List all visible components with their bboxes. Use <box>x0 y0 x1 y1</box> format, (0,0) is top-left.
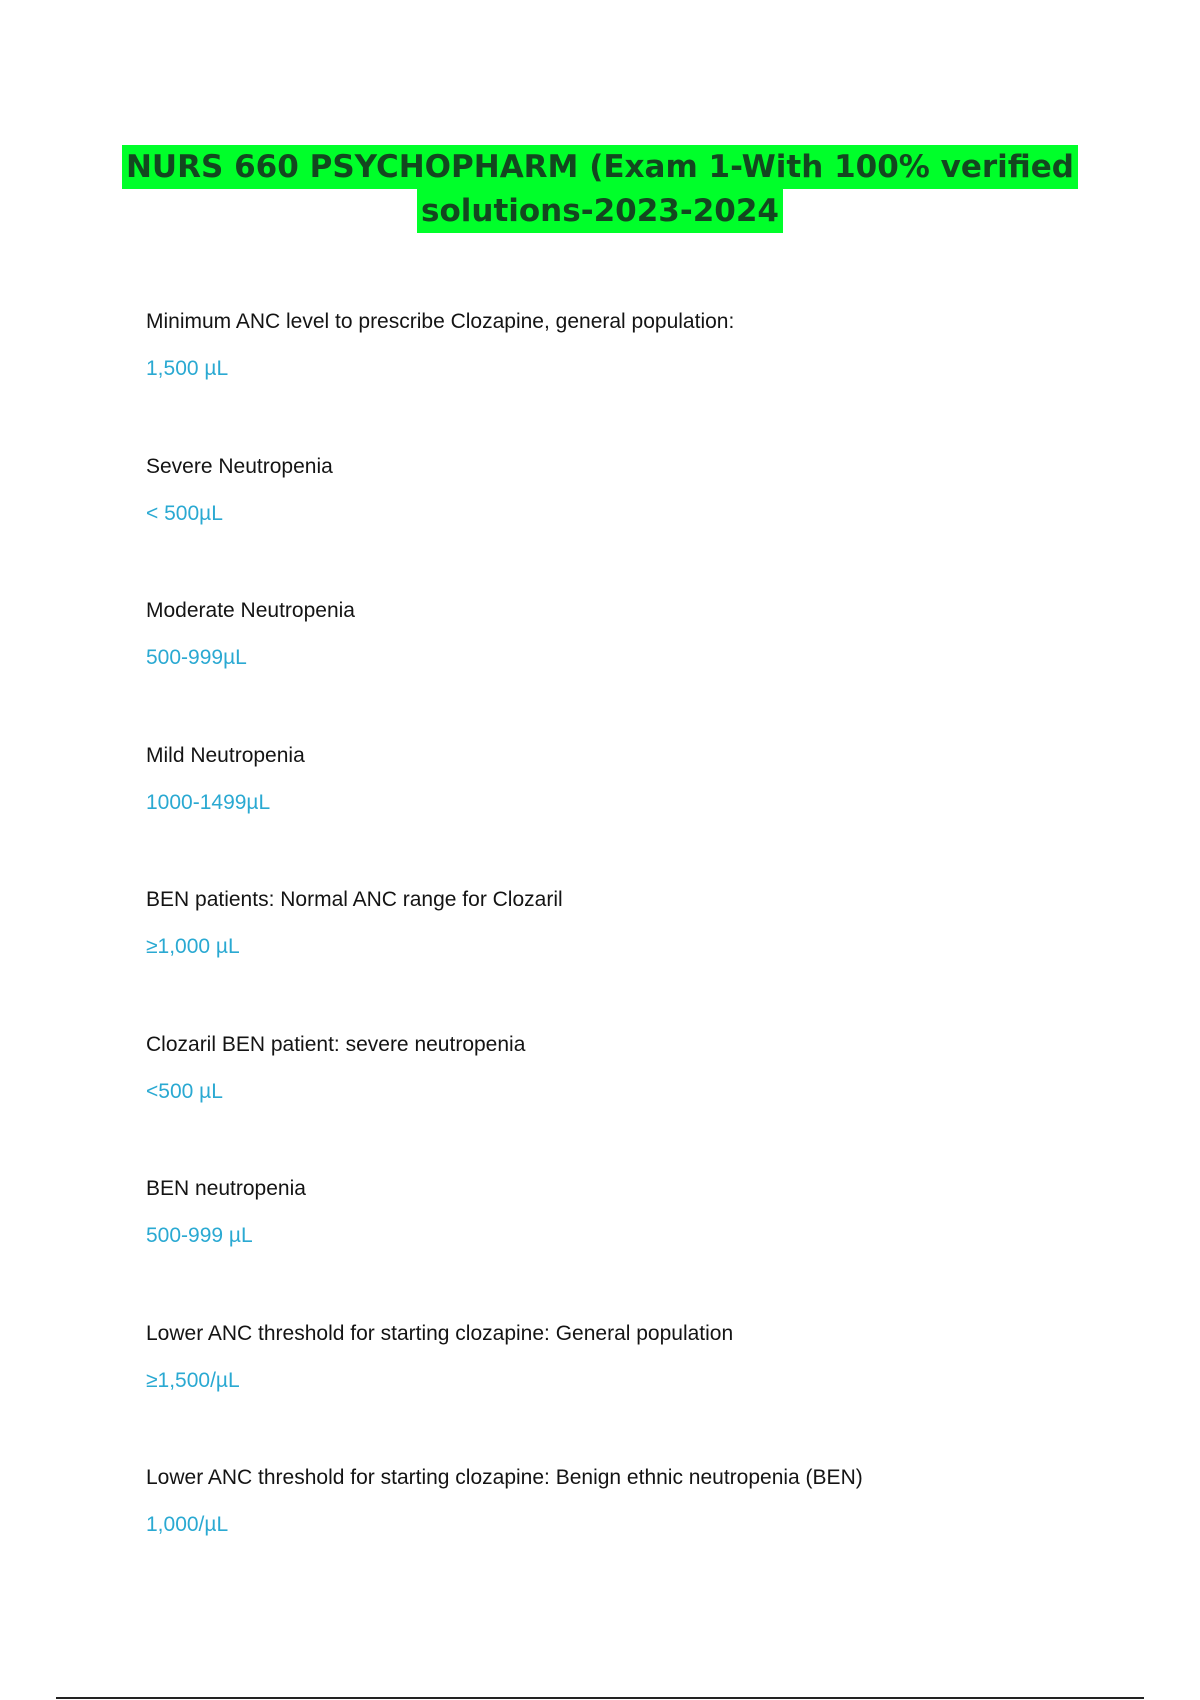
answer-text: ≥1,000 µL <box>146 935 240 958</box>
question-text: Severe Neutropenia <box>146 454 333 478</box>
answer-text: ≥1,500/µL <box>146 1368 240 1392</box>
qa-item <box>146 1031 1106 1176</box>
document-title <box>0 145 1200 233</box>
answer-text: 1,000/µL <box>146 1513 229 1536</box>
title-line-1: NURS 660 PSYCHOPHARM (Exam 1-With 100% verified <box>122 145 1078 189</box>
question-text: Clozaril BEN patient: severe neutropenia <box>146 1032 526 1056</box>
question-text: Lower ANC threshold for starting clozapine: Benign ethnic neutropenia (BEN) <box>146 1466 863 1489</box>
qa-item <box>146 1464 1106 1609</box>
title-line-2: solutions-2023-2024 <box>417 189 783 233</box>
answer-text: 1000-1499µL <box>146 790 271 814</box>
question-text: BEN neutropenia <box>146 1177 306 1200</box>
qa-item <box>146 308 1106 453</box>
answer-text: 1,500 µL <box>146 357 229 380</box>
qa-item <box>146 1320 1106 1465</box>
answer-text: < 500µL <box>146 501 223 525</box>
qa-list <box>146 308 1106 1609</box>
qa-item <box>146 742 1106 887</box>
question-text: Moderate Neutropenia <box>146 599 355 622</box>
qa-item <box>146 597 1106 742</box>
question-text: Lower ANC threshold for starting clozapine: General population <box>146 1321 734 1345</box>
qa-item <box>146 886 1106 1031</box>
footer-divider <box>56 1697 1144 1699</box>
question-text: Minimum ANC level to prescribe Clozapine, general population: <box>146 310 735 333</box>
question-text: BEN patients: Normal ANC range for Clozaril <box>146 888 563 911</box>
qa-item <box>146 453 1106 598</box>
qa-item <box>146 1175 1106 1320</box>
answer-text: 500-999µL <box>146 646 247 669</box>
answer-text: 500-999 µL <box>146 1224 253 1247</box>
question-text: Mild Neutropenia <box>146 743 305 767</box>
answer-text: <500 µL <box>146 1079 223 1103</box>
